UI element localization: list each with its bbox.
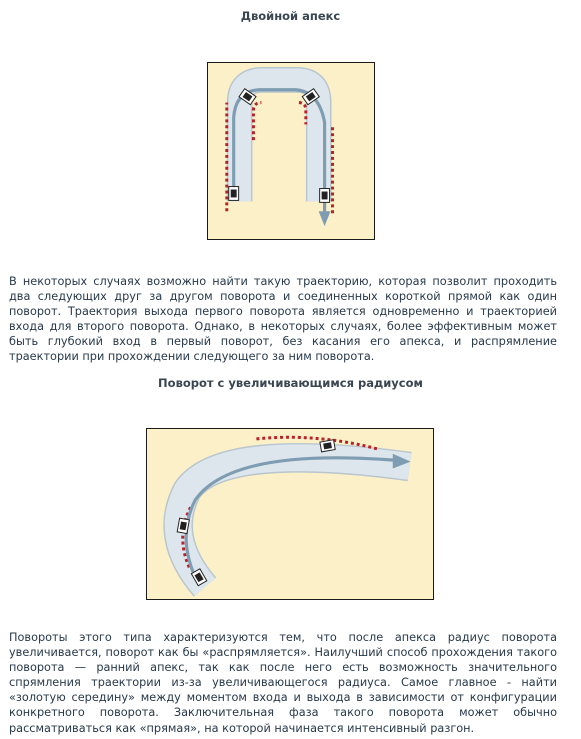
car-icon bbox=[320, 440, 335, 452]
car-icon bbox=[320, 189, 330, 203]
paragraph-double-apex: В некоторых случаях возможно найти такую траекторию, которая позволит проходить два следующих друг за другом поворота и соединенных короткой прямой как один поворот. Траектория выхода первого поворота является одновременно и траекторией входа для второго поворота. Однако, в некоторых случаях, более эффективным может быть глубокий вход в первый поворот, без касания его апекса, и распрямление траектории при прохождении следующего за ним поворота. bbox=[9, 275, 557, 364]
figure-double-apex bbox=[207, 62, 375, 240]
figure-increasing-radius bbox=[146, 428, 434, 600]
title-double-apex: Двойной апекс bbox=[240, 9, 341, 23]
increasing-radius-diagram bbox=[147, 429, 433, 599]
paragraph-increasing-radius: Повороты этого типа характеризуются тем, что после апекса радиус поворота увеличивается, поворот как бы «распрямляется». Наилучший способ прохождения такого поворота — ранний апекс, так как после него есть возможность значительного спрямления траектории из-за увеличивающегося радиуса. Самое главное - найти «золотую середину» между моментом входа и выхода в зависимости от конфигурации конкретного поворота. Заключительная фаза такого поворота может обычно рассматриваться как «прямая», на которой начинается интенсивный разгон. bbox=[9, 631, 557, 735]
car-icon bbox=[229, 187, 239, 201]
car-icon bbox=[177, 518, 189, 533]
title-increasing-radius: Поворот с увеличивающимся радиусом bbox=[158, 376, 423, 390]
double-apex-diagram bbox=[208, 63, 374, 239]
trajectory-arrowhead bbox=[319, 211, 331, 226]
